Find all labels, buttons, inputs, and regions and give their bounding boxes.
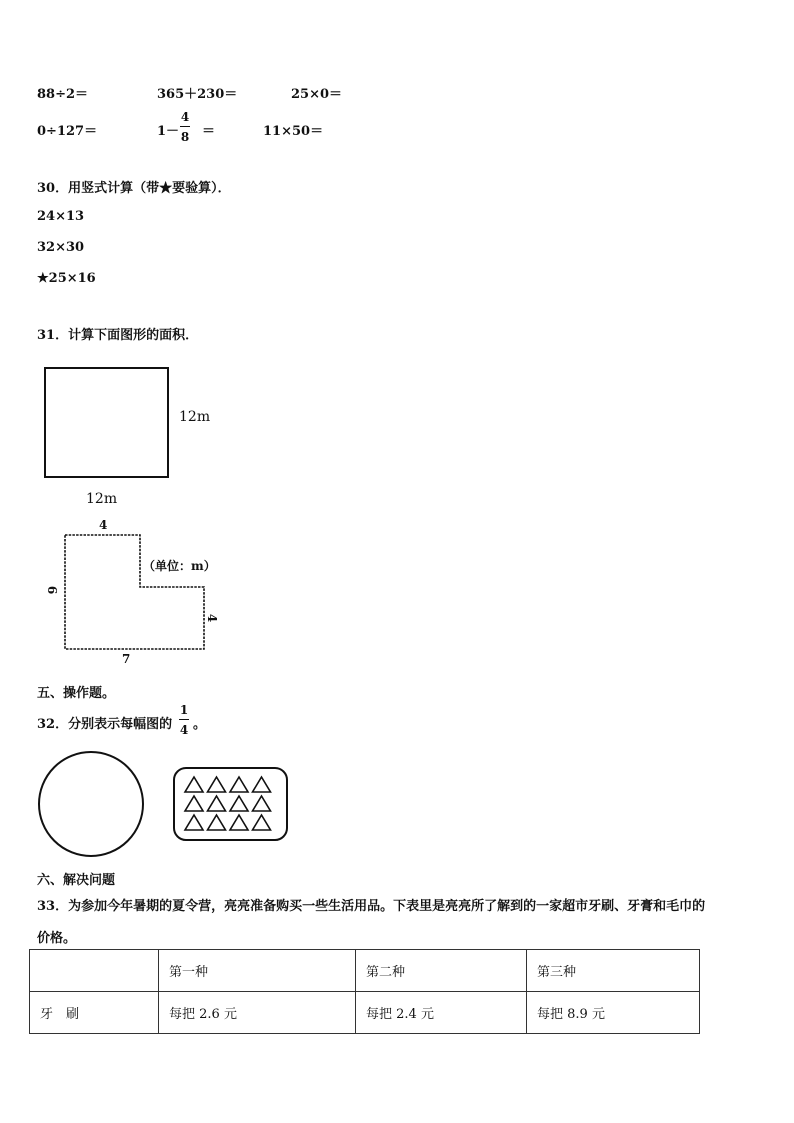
- calc-item-suffix: ＝: [202, 124, 216, 139]
- table-header-cell: 第二种: [356, 950, 527, 992]
- calc-item: 365＋230＝: [157, 87, 238, 102]
- l-shape-bottom-label: 7: [122, 652, 131, 666]
- triangle-shape: [230, 796, 248, 811]
- l-shape-left-label: 6: [45, 585, 60, 595]
- section-6-title: 六、解决问题: [37, 873, 116, 888]
- table-cell: 每把 8.9 元: [527, 992, 700, 1034]
- l-shape-right-label: 4: [205, 613, 220, 623]
- triangle-grid: [185, 777, 271, 830]
- triangle-shape: [253, 815, 271, 830]
- calc-item: 88÷2＝: [37, 87, 89, 102]
- square-bottom-label: 12m: [86, 491, 118, 507]
- triangle-shape: [185, 777, 203, 792]
- l-shape-unit-label: （单位：m）: [143, 559, 216, 573]
- calc-item: 11×50＝: [263, 124, 324, 139]
- question-31-title: 31．计算下面图形的面积．: [37, 328, 199, 343]
- table-cell: 每把 2.6 元: [159, 992, 356, 1034]
- vertical-calc-item: ★25×16: [37, 271, 96, 286]
- triangle-shape: [230, 815, 248, 830]
- price-table: [29, 949, 700, 1034]
- calc-item: 25×0＝: [291, 87, 343, 102]
- calc-item-prefix: 1－: [157, 124, 180, 139]
- triangle-shape: [253, 796, 271, 811]
- table-cell: 每把 2.4 元: [356, 992, 527, 1034]
- triangle-shape: [208, 815, 226, 830]
- question-32-title: 32．分别表示每幅图的: [37, 717, 173, 732]
- table-row: [30, 992, 700, 1034]
- section-5-title: 五、操作题。: [37, 686, 116, 701]
- triangle-shape: [253, 777, 271, 792]
- question-30-title: 30．用竖式计算（带★要验算）．: [37, 181, 231, 196]
- table-cell: 牙 刷: [30, 992, 159, 1034]
- table-header-cell: 第一种: [159, 950, 356, 992]
- table-header-row: [30, 950, 700, 992]
- square-side-label: 12m: [179, 409, 211, 425]
- calc-item: 0÷127＝: [37, 124, 98, 139]
- triangle-shape: [208, 777, 226, 792]
- circle-figure: [39, 752, 143, 856]
- table-header-cell: 第三种: [527, 950, 700, 992]
- question-32-suffix: 。: [193, 717, 207, 732]
- triangle-shape: [230, 777, 248, 792]
- question-33-text-line2: 价格。: [37, 931, 77, 946]
- triangle-shape: [185, 815, 203, 830]
- l-shape-top-label: 4: [99, 518, 108, 532]
- fraction-numerator: 4: [180, 110, 190, 124]
- vertical-calc-item: 24×13: [37, 209, 85, 224]
- fraction-denominator: 8: [180, 130, 190, 144]
- fraction-denominator: 4: [179, 723, 189, 737]
- vertical-calc-item: 32×30: [37, 240, 85, 255]
- question-33-text-line1: 33．为参加今年暑期的夏令营，亮亮准备购买一些生活用品。下表里是亮亮所了解到的一家超市牙刷、牙膏和毛巾的: [37, 899, 706, 914]
- table-header-cell: [30, 950, 159, 992]
- triangle-shape: [185, 796, 203, 811]
- triangle-shape: [208, 796, 226, 811]
- fraction-numerator: 1: [179, 703, 189, 717]
